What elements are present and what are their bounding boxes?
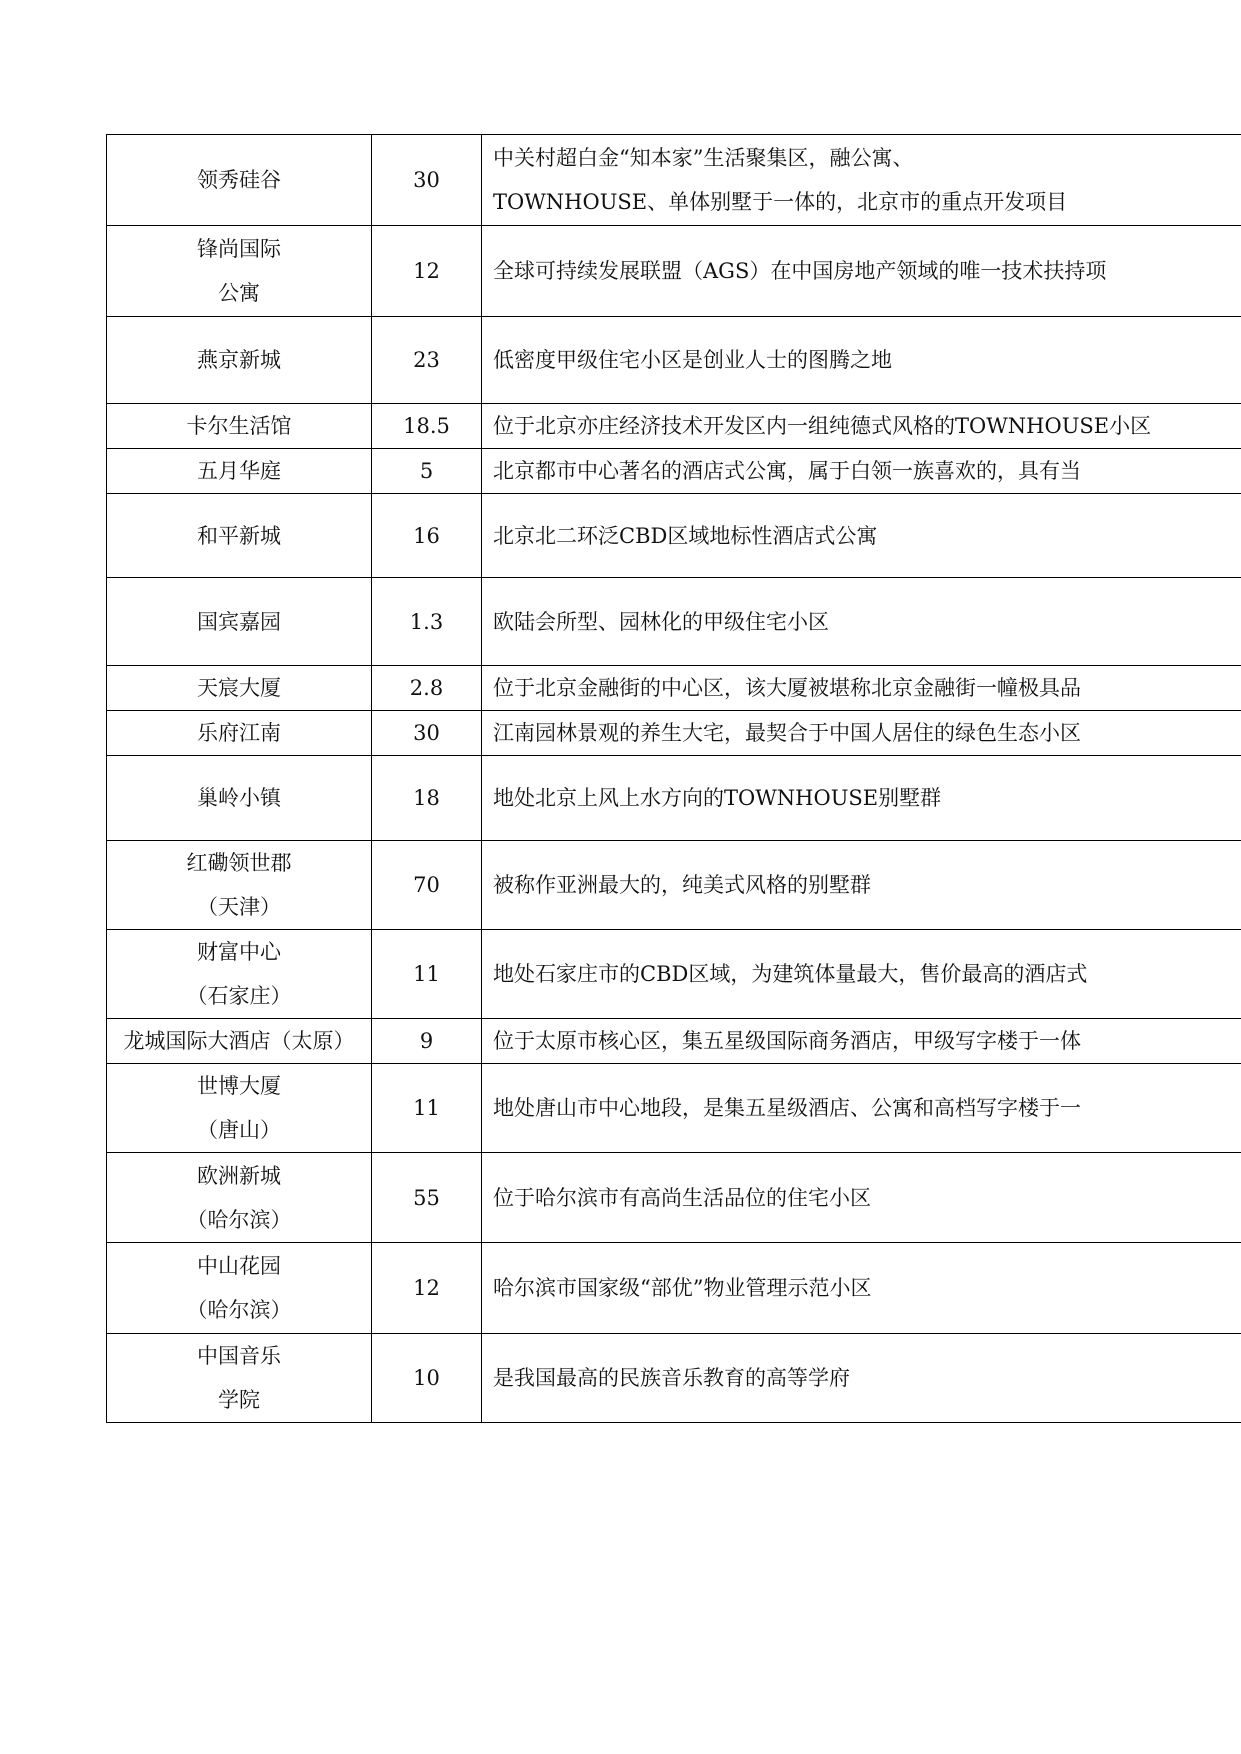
description-line: 位于哈尔滨市有高尚生活品位的住宅小区 xyxy=(493,1185,871,1210)
description-cell xyxy=(482,930,1241,1019)
description-cell xyxy=(482,494,1241,578)
table-row xyxy=(107,1243,1241,1334)
description-line: 北京都市中心著名的酒店式公寓，属于白领一族喜欢的，具有当 xyxy=(493,459,1081,483)
description-cell xyxy=(482,317,1241,404)
project-name-line: （哈尔滨） xyxy=(186,1298,292,1322)
area-cell: 12 xyxy=(372,1243,482,1334)
projects-table-container xyxy=(106,134,1241,1423)
description-line: 江南园林景观的养生大宅，最契合于中国人居住的绿色生态小区 xyxy=(493,721,1081,745)
project-name-line: 财富中心 xyxy=(197,940,281,964)
description-cell xyxy=(482,1334,1241,1423)
project-name-line: 卡尔生活馆 xyxy=(186,414,292,438)
table-row xyxy=(107,449,1241,494)
table-row xyxy=(107,666,1241,711)
description-cell xyxy=(482,1153,1241,1243)
description-line: 被称作亚洲最大的，纯美式风格的别墅群 xyxy=(493,873,871,897)
project-name-line: （哈尔滨） xyxy=(186,1207,292,1232)
table-row xyxy=(107,1153,1241,1243)
description-line: 位于北京金融街的中心区，该大厦被堪称北京金融街一幢极具品 xyxy=(493,676,1081,700)
area-cell: 11 xyxy=(372,1064,482,1153)
table-row xyxy=(107,404,1241,449)
project-name-cell xyxy=(107,135,372,226)
project-name-line: 欧洲新城 xyxy=(197,1163,281,1188)
project-name-cell xyxy=(107,1019,372,1064)
project-name-cell xyxy=(107,756,372,841)
description-cell xyxy=(482,404,1241,449)
project-name-cell xyxy=(107,711,372,756)
area-cell: 30 xyxy=(372,711,482,756)
table-row xyxy=(107,226,1241,317)
description-line: 中关村超白金“知本家”生活聚集区，融公寓、 xyxy=(493,146,914,170)
table-row xyxy=(107,317,1241,404)
area-cell: 10 xyxy=(372,1334,482,1423)
area-cell: 1.3 xyxy=(372,578,482,666)
project-name-line: 巢岭小镇 xyxy=(197,786,281,810)
project-name-line: 中国音乐 xyxy=(197,1344,281,1368)
area-cell: 16 xyxy=(372,494,482,578)
project-name-cell xyxy=(107,317,372,404)
project-name-cell xyxy=(107,404,372,449)
description-line: 哈尔滨市国家级“部优”物业管理示范小区 xyxy=(493,1276,872,1300)
description-line: 是我国最高的民族音乐教育的高等学府 xyxy=(493,1366,850,1390)
project-name-cell xyxy=(107,1064,372,1153)
description-line: 位于北京亦庄经济技术开发区内一组纯德式风格的TOWNHOUSE小区 xyxy=(493,414,1152,438)
project-name-line: 燕京新城 xyxy=(197,348,281,372)
project-name-cell xyxy=(107,494,372,578)
table-row xyxy=(107,930,1241,1019)
project-name-cell xyxy=(107,666,372,711)
description-line: 地处北京上风上水方向的TOWNHOUSE别墅群 xyxy=(493,786,942,810)
project-name-cell xyxy=(107,1153,372,1243)
area-cell: 18 xyxy=(372,756,482,841)
project-name-line: 红磡领世郡 xyxy=(186,851,292,875)
description-line: 位于太原市核心区，集五星级国际商务酒店，甲级写字楼于一体 xyxy=(493,1029,1081,1053)
description-cell xyxy=(482,756,1241,841)
description-cell xyxy=(482,1064,1241,1153)
table-row xyxy=(107,135,1241,226)
area-cell: 70 xyxy=(372,841,482,930)
project-name-line: 五月华庭 xyxy=(197,459,281,483)
project-name-cell xyxy=(107,841,372,930)
area-cell: 18.5 xyxy=(372,404,482,449)
description-cell xyxy=(482,1243,1241,1334)
description-line: 低密度甲级住宅小区是创业人士的图腾之地 xyxy=(493,348,892,372)
project-name-line: 和平新城 xyxy=(197,523,281,548)
description-cell xyxy=(482,578,1241,666)
area-cell: 9 xyxy=(372,1019,482,1064)
description-cell xyxy=(482,226,1241,317)
project-name-cell xyxy=(107,930,372,1019)
project-name-line: 锋尚国际 xyxy=(197,237,281,261)
description-cell xyxy=(482,666,1241,711)
area-cell: 55 xyxy=(372,1153,482,1243)
projects-table xyxy=(106,134,1241,1423)
description-line: 地处唐山市中心地段，是集五星级酒店、公寓和高档写字楼于一 xyxy=(493,1096,1081,1120)
table-row xyxy=(107,711,1241,756)
area-cell: 23 xyxy=(372,317,482,404)
project-name-cell xyxy=(107,226,372,317)
project-name-line: 天宸大厦 xyxy=(197,676,281,700)
project-name-line: （石家庄） xyxy=(186,984,292,1008)
description-cell xyxy=(482,135,1241,226)
description-line: 北京北二环泛CBD区域地标性酒店式公寓 xyxy=(493,523,878,548)
table-row xyxy=(107,756,1241,841)
description-cell xyxy=(482,711,1241,756)
table-row xyxy=(107,1334,1241,1423)
project-name-cell xyxy=(107,1334,372,1423)
description-cell xyxy=(482,449,1241,494)
project-name-line: （唐山） xyxy=(197,1118,281,1142)
project-name-line: 学院 xyxy=(218,1388,260,1412)
table-row xyxy=(107,841,1241,930)
area-cell: 12 xyxy=(372,226,482,317)
table-row xyxy=(107,1019,1241,1064)
description-line: 欧陆会所型、园林化的甲级住宅小区 xyxy=(493,609,829,634)
description-cell xyxy=(482,1019,1241,1064)
project-name-line: 国宾嘉园 xyxy=(197,609,281,634)
table-row xyxy=(107,1064,1241,1153)
table-row xyxy=(107,494,1241,578)
description-line: 地处石家庄市的CBD区域，为建筑体量最大，售价最高的酒店式 xyxy=(493,962,1088,986)
table-row xyxy=(107,578,1241,666)
description-line: TOWNHOUSE、单体别墅于一体的，北京市的重点开发项目 xyxy=(493,190,1068,214)
description-line: 全球可持续发展联盟（AGS）在中国房地产领域的唯一技术扶持项 xyxy=(493,259,1107,283)
project-name-cell xyxy=(107,578,372,666)
project-name-line: 乐府江南 xyxy=(197,721,281,745)
project-name-cell xyxy=(107,449,372,494)
area-cell: 30 xyxy=(372,135,482,226)
area-cell: 2.8 xyxy=(372,666,482,711)
project-name-line: 龙城国际大酒店（太原） xyxy=(123,1029,355,1053)
area-cell: 11 xyxy=(372,930,482,1019)
project-name-line: 世博大厦 xyxy=(197,1074,281,1098)
project-name-line: 领秀硅谷 xyxy=(197,168,281,192)
project-name-cell xyxy=(107,1243,372,1334)
project-name-line: 公寓 xyxy=(218,281,260,305)
project-name-line: （天津） xyxy=(197,895,281,919)
table-body xyxy=(107,135,1241,1423)
area-cell: 5 xyxy=(372,449,482,494)
description-cell xyxy=(482,841,1241,930)
project-name-line: 中山花园 xyxy=(197,1254,281,1278)
